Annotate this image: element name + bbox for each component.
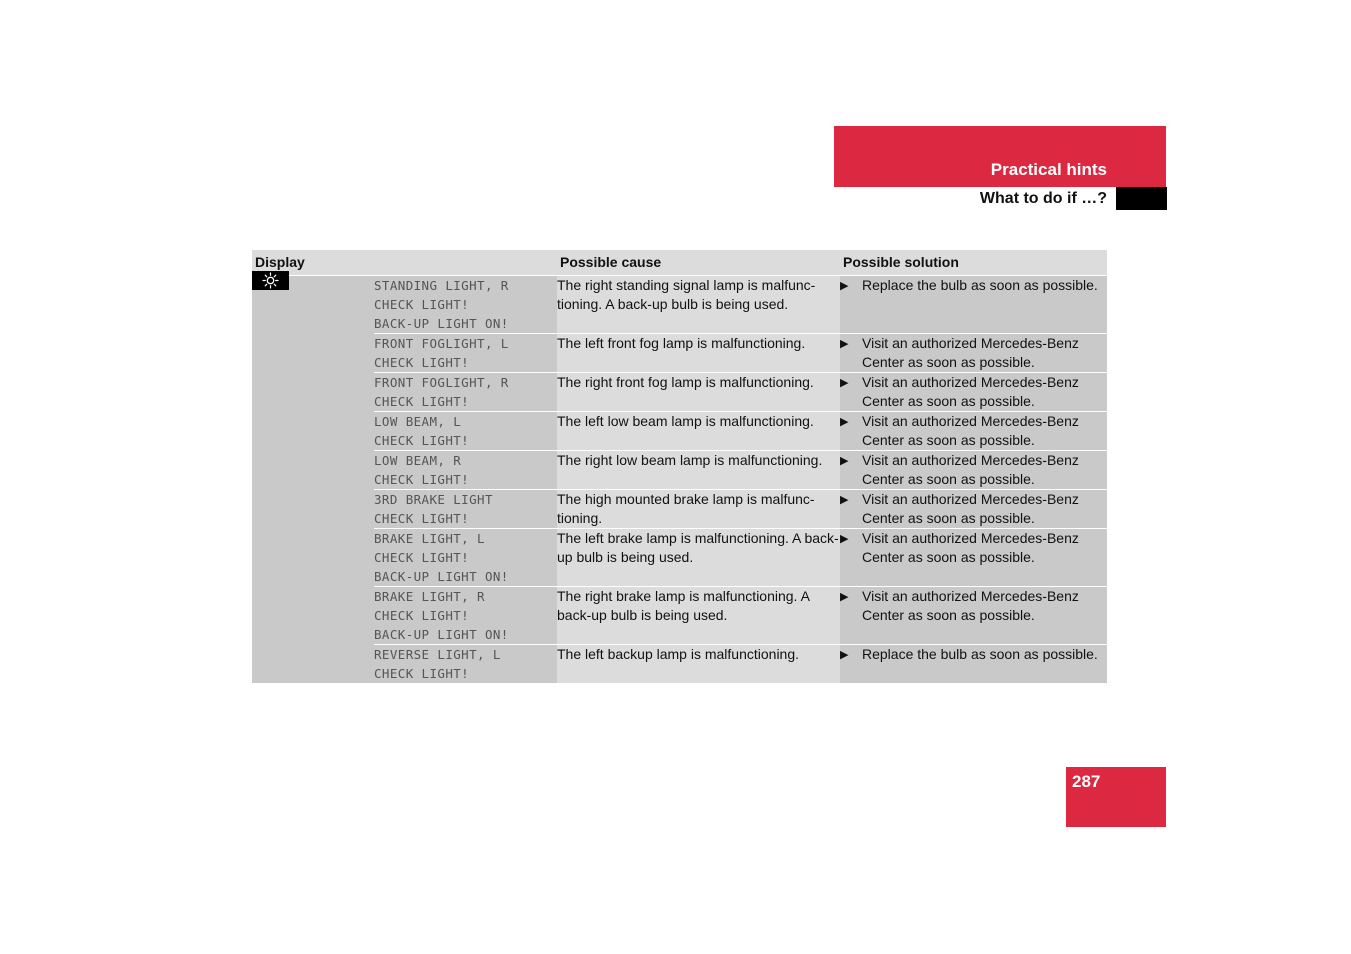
- possible-solution: ▶ Visit an authorized Mercedes-Benz Center as soon as possible.: [840, 529, 1107, 587]
- page-number-box: [1066, 767, 1166, 827]
- column-header-cause: Possible cause: [557, 250, 840, 276]
- possible-solution: ▶ Visit an authorized Mercedes-Benz Center as soon as possible.: [840, 490, 1107, 529]
- display-message: FRONT FOGLIGHT, L CHECK LIGHT!: [374, 334, 557, 373]
- possible-solution: ▶ Visit an authorized Mercedes-Benz Center as soon as possible.: [840, 334, 1107, 373]
- possible-cause: The left backup lamp is malfunctioning.: [557, 645, 840, 684]
- lamp-malfunction-table: [252, 250, 1107, 684]
- display-message: 3RD BRAKE LIGHT CHECK LIGHT!: [374, 490, 557, 529]
- table-row: [252, 587, 1107, 645]
- table-row: [252, 334, 1107, 373]
- bullet-arrow-icon: ▶: [840, 338, 849, 350]
- possible-cause: The left front fog lamp is malfunctioning.: [557, 334, 840, 373]
- possible-solution: ▶ Visit an authorized Mercedes-Benz Center as soon as possible.: [840, 587, 1107, 645]
- display-message: REVERSE LIGHT, L CHECK LIGHT!: [374, 645, 557, 684]
- table-row: [252, 645, 1107, 684]
- possible-solution: ▶ Visit an authorized Mercedes-Benz Center as soon as possible.: [840, 412, 1107, 451]
- bullet-arrow-icon: ▶: [840, 280, 849, 292]
- table-row: [252, 276, 1107, 334]
- header-tab-marker: [1116, 187, 1167, 210]
- possible-cause: The left brake lamp is malfunctioning. A back-up bulb is being used.: [557, 529, 840, 587]
- table-row: [252, 412, 1107, 451]
- display-message: BRAKE LIGHT, L CHECK LIGHT! BACK-UP LIGHT ON!: [374, 529, 557, 587]
- possible-solution: ▶ Visit an authorized Mercedes-Benz Center as soon as possible.: [840, 373, 1107, 412]
- display-message: LOW BEAM, L CHECK LIGHT!: [374, 412, 557, 451]
- bullet-arrow-icon: ▶: [840, 591, 849, 603]
- column-header-display: Display: [252, 250, 557, 276]
- bullet-arrow-icon: ▶: [840, 649, 849, 661]
- column-header-solution: Possible solution: [840, 250, 1107, 276]
- possible-cause: The right front fog lamp is malfunctioning.: [557, 373, 840, 412]
- bullet-arrow-icon: ▶: [840, 533, 849, 545]
- table-header-row: [252, 250, 1107, 276]
- possible-cause: The left low beam lamp is malfunctioning.: [557, 412, 840, 451]
- table-row: [252, 373, 1107, 412]
- subsection-title: What to do if …?: [979, 190, 1107, 207]
- display-message: STANDING LIGHT, R CHECK LIGHT! BACK-UP LIGHT ON!: [374, 276, 557, 334]
- bullet-arrow-icon: ▶: [840, 494, 849, 506]
- possible-cause: The right brake lamp is malfunctioning. A back-up bulb is being used.: [557, 587, 840, 645]
- exterior-lamp-icon: [252, 271, 289, 290]
- possible-solution: ▶ Replace the bulb as soon as possible.: [840, 276, 1107, 334]
- page-number: 287: [1072, 772, 1101, 791]
- bullet-arrow-icon: ▶: [840, 416, 849, 428]
- symbol-cell: [252, 276, 374, 684]
- section-header-bar: [834, 126, 1166, 187]
- table-row: [252, 490, 1107, 529]
- display-message: LOW BEAM, R CHECK LIGHT!: [374, 451, 557, 490]
- table-row: [252, 451, 1107, 490]
- possible-solution: ▶ Replace the bulb as soon as possible.: [840, 645, 1107, 684]
- display-message: FRONT FOGLIGHT, R CHECK LIGHT!: [374, 373, 557, 412]
- possible-cause: The right low beam lamp is malfunctioning.: [557, 451, 840, 490]
- bullet-arrow-icon: ▶: [840, 455, 849, 467]
- bullet-arrow-icon: ▶: [840, 377, 849, 389]
- possible-solution: ▶ Visit an authorized Mercedes-Benz Center as soon as possible.: [840, 451, 1107, 490]
- display-message: BRAKE LIGHT, R CHECK LIGHT! BACK-UP LIGHT ON!: [374, 587, 557, 645]
- possible-cause: The high mounted brake lamp is malfunc- tioning.: [557, 490, 840, 529]
- possible-cause: The right standing signal lamp is malfunc- tioning. A back-up bulb is being used.: [557, 276, 840, 334]
- table-row: [252, 529, 1107, 587]
- section-title: Practical hints: [990, 160, 1107, 179]
